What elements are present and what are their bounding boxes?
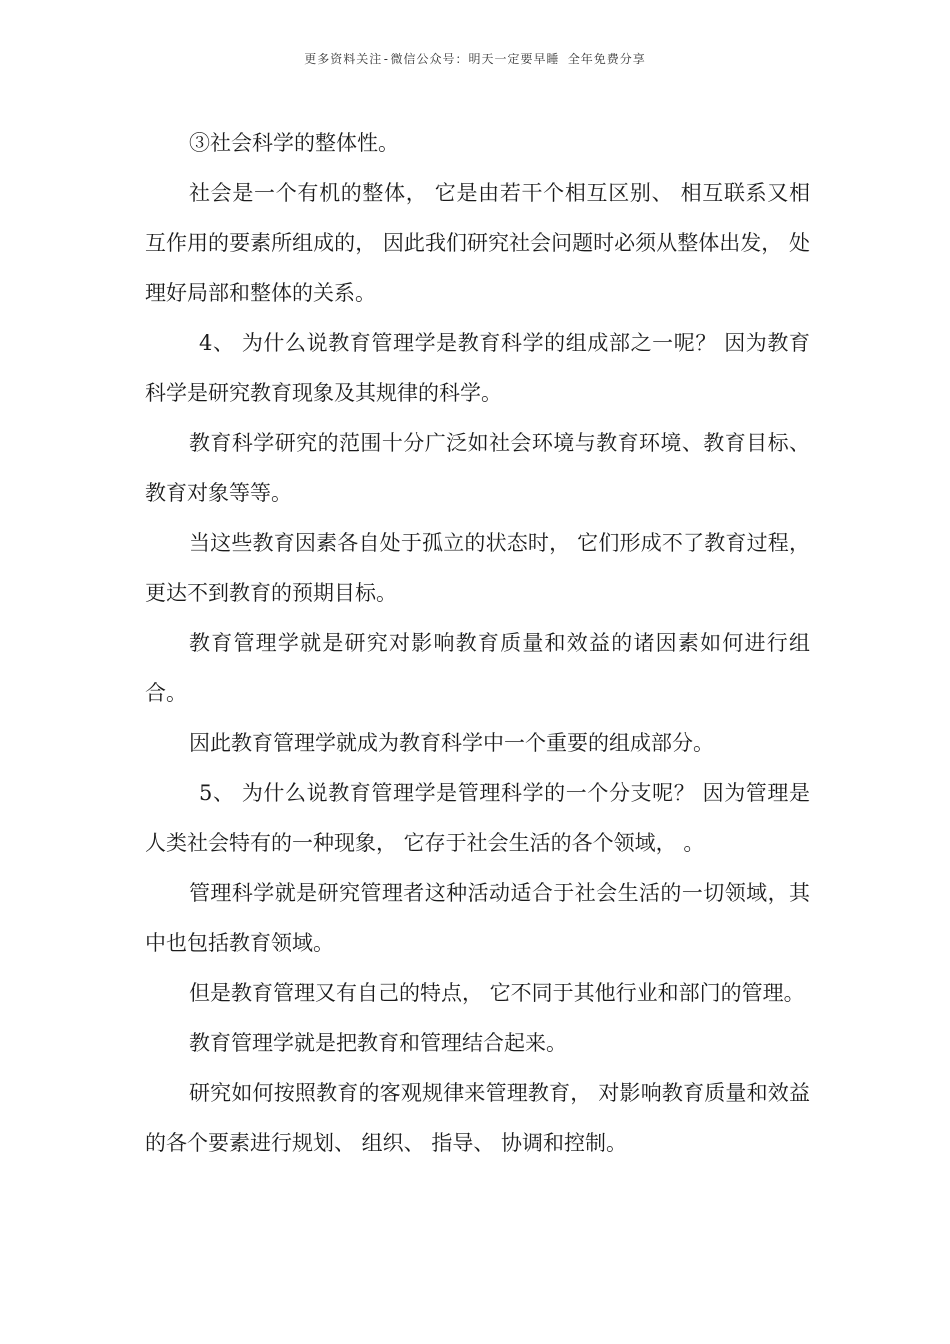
paragraph-4: 教育科学研究的范围十分广泛如社会环境与教育环境、教育目标、 教育对象等等。 [145, 431, 810, 505]
document-body [145, 118, 810, 1168]
page-header: 更多资料关注-微信公众号：明天一定要早睡 全年免费分享 [304, 52, 646, 66]
paragraph-9: 管理科学就是研究管理者这种活动适合于社会生活的一切领域，其中也包括教育领域。 [145, 881, 810, 955]
paragraph-10: 但是教育管理又有自己的特点， 它不同于其他行业和部门的管理。 [189, 981, 805, 1005]
paragraph-6: 教育管理学就是研究对影响教育质量和效益的诸因素如何进行组合。 [145, 631, 810, 705]
paragraph-7: 因此教育管理学就成为教育科学中一个重要的组成部分。 [189, 731, 714, 755]
paragraph-3: 4、 为什么说教育管理学是教育科学的组成部之一呢？ 因为教育科学是研究教育现象及其规律的科学。 [145, 331, 810, 405]
paragraph-2: 社会是一个有机的整体， 它是由若干个相互区别、 相互联系又相互作用的要素所组成的， 因此我们研究社会问题时必须从整体出发， 处理好局部和整体的关系。 [145, 181, 810, 305]
paragraph-12: 研究如何按照教育的客观规律来管理教育， 对影响教育质量和效益的各个要素进行规划、 组织、 指导、 协调和控制。 [145, 1081, 810, 1155]
paragraph-5: 当这些教育因素各自处于孤立的状态时， 它们形成不了教育过程， 更达不到教育的预期目标。 [145, 531, 810, 605]
paragraph-8: 5、 为什么说教育管理学是管理科学的一个分支呢？ 因为管理是人类社会特有的一种现象， 它存于社会生活的各个领域， 。 [145, 781, 810, 855]
paragraph-11: 教育管理学就是把教育和管理结合起来。 [189, 1031, 567, 1055]
paragraph-1: ③社会科学的整体性。 [189, 131, 399, 155]
